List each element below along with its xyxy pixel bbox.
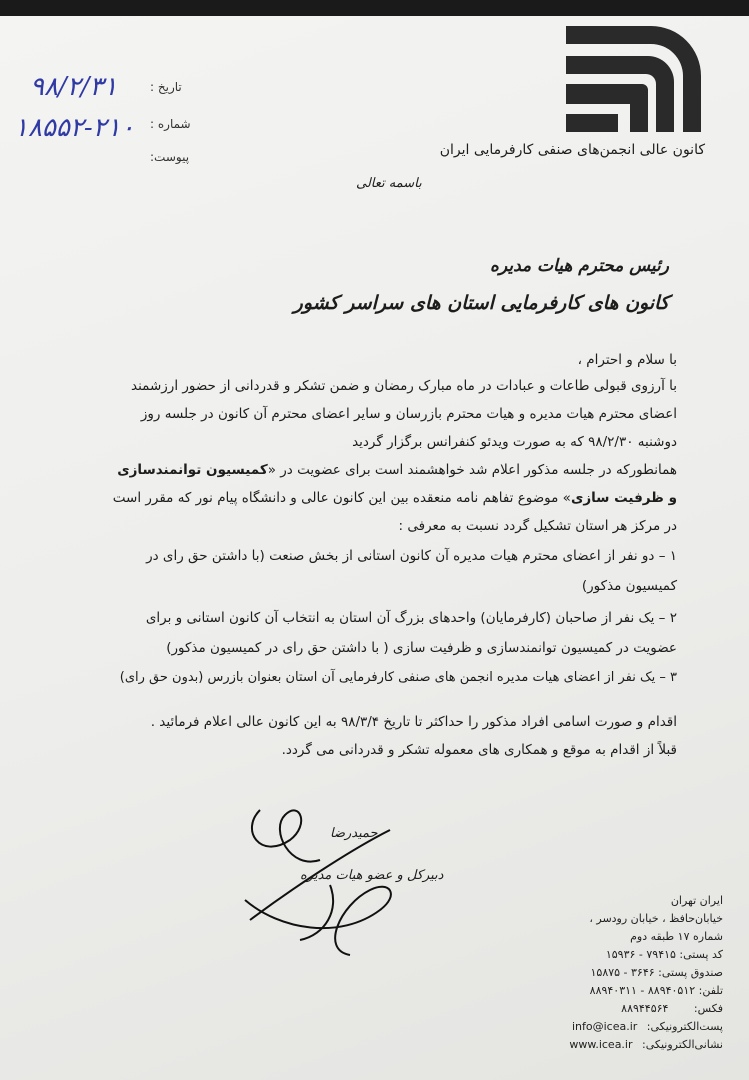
item-1-line-1: ۱ – دو نفر از اعضای محترم هیات مدیره آن کانون استانی از بخش صنعت (با داشتن حق رای در [146, 548, 677, 564]
paragraph-2-text-2: » موضوع تفاهم نامه منعقده بین این کانون عالی و دانشگاه پیام نور که مقرر است [112, 490, 571, 506]
item-2-line-2: عضویت در کمیسیون توانمندسازی و ظرفیت سازی ( با داشتن حق رای در کمیسیون مذکور) [166, 640, 677, 656]
commission-name-part-1: کمیسیون توانمندسازی [117, 462, 268, 478]
closing-line-2: قبلاً از اقدام به موقع و همکاری های معموله تشکر و قدردانی می گردد. [281, 742, 677, 758]
item-2-line-1: ۲ – یک نفر از صاحبان (کارفرمایان) واحدهای بزرگ آن استان به انتخاب آن کانون استانی و برای [145, 610, 677, 626]
handwritten-number: ۱۸۵۵۲-۲۱۰ [14, 113, 135, 143]
scan-edge [0, 0, 749, 16]
paragraph-2-text: همانطورکه در جلسه مذکور اعلام شد خواهشمند است برای عضویت در « [267, 462, 677, 478]
contact-fax [621, 1002, 723, 1015]
paragraph-1-line-3: دوشنبه ۹۸/۲/۳۰ که به صورت ویدئو کنفرانس برگزار گردید [352, 434, 677, 450]
item-1-line-2: کمیسیون مذکور) [581, 578, 677, 594]
paragraph-1-line-2: اعضای محترم هیات مدیره و هیات محترم بازرسان و سایر اعضای محترم آن کانون در جلسه روز [140, 406, 677, 422]
recipient-line-1: رئیس محترم هیات مدیره [490, 256, 669, 276]
email-link[interactable]: info@icea.ir [571, 1020, 638, 1033]
greeting: با سلام و احترام ، [577, 352, 677, 368]
commission-name-part-2: و ظرفیت سازی [570, 490, 677, 506]
organization-logo [556, 20, 706, 138]
paragraph-2-line-2 [113, 490, 677, 506]
web-link[interactable]: www.icea.ir [569, 1038, 633, 1051]
organization-name: کانون عالی انجمن‌های صنفی کارفرمایی ایران [439, 142, 705, 158]
signatory-title: دبیرکل و عضو هیات مدیره [300, 868, 444, 883]
item-3: ۳ – یک نفر از اعضای هیات مدیره انجمن های صنفی کارفرمایی آن استان بعنوان بازرس (بدون حق رای) [119, 670, 677, 685]
closing-line-1: اقدام و صورت اسامی افراد مذکور را حداکثر تا تاریخ ۹۸/۳/۴ به این کانون عالی اعلام فرمائید . [150, 714, 677, 730]
paragraph-1-line-1: با آرزوی قبولی طاعات و عبادات در ماه مبارک رمضان و ضمن تشکر و قدردانی از حضور ارزشمند [131, 378, 677, 394]
recipient-line-2: کانون های کارفرمایی استان های سراسر کشور [293, 292, 669, 314]
web-label: نشانی‌الکترونیکی: [642, 1038, 723, 1051]
contact-phone: تلفن: ۸۸۹۴۰۵۱۲ - ۸۸۹۴۰۳۱۱ [589, 984, 723, 997]
handwritten-date: ۹۸/۲/۳۱ [30, 72, 118, 102]
paragraph-2-line-1 [117, 462, 677, 478]
contact-city: ایران تهران [670, 894, 723, 907]
number-label: شماره : [150, 117, 191, 131]
fax-label: فکس: [693, 1002, 723, 1015]
attachment-label: پیوست: [150, 150, 190, 164]
contact-address-1: خیابان‌حافظ ، خیابان رودسر ، [589, 912, 723, 925]
email-label: پست‌الکترونیکی: [646, 1020, 723, 1033]
contact-address-2: شماره ۱۷ طبقه دوم [630, 930, 723, 943]
date-label: تاریخ : [150, 80, 182, 94]
contact-web [569, 1038, 723, 1051]
contact-po-box: صندوق پستی: ۳۶۴۶ - ۱۵۸۷۵ [590, 966, 723, 979]
signatory-name: حمیدرضا [330, 826, 378, 841]
bismillah: باسمه تعالی [356, 176, 422, 191]
fax-value: ۸۸۹۴۴۵۶۴ [621, 1002, 669, 1015]
contact-postal-code: کد پستی: ۷۹۴۱۵ - ۱۵۹۳۶ [605, 948, 723, 961]
paragraph-2-line-3: در مرکز هر استان تشکیل گردد نسبت به معرفی : [398, 518, 677, 534]
contact-email [572, 1020, 723, 1033]
